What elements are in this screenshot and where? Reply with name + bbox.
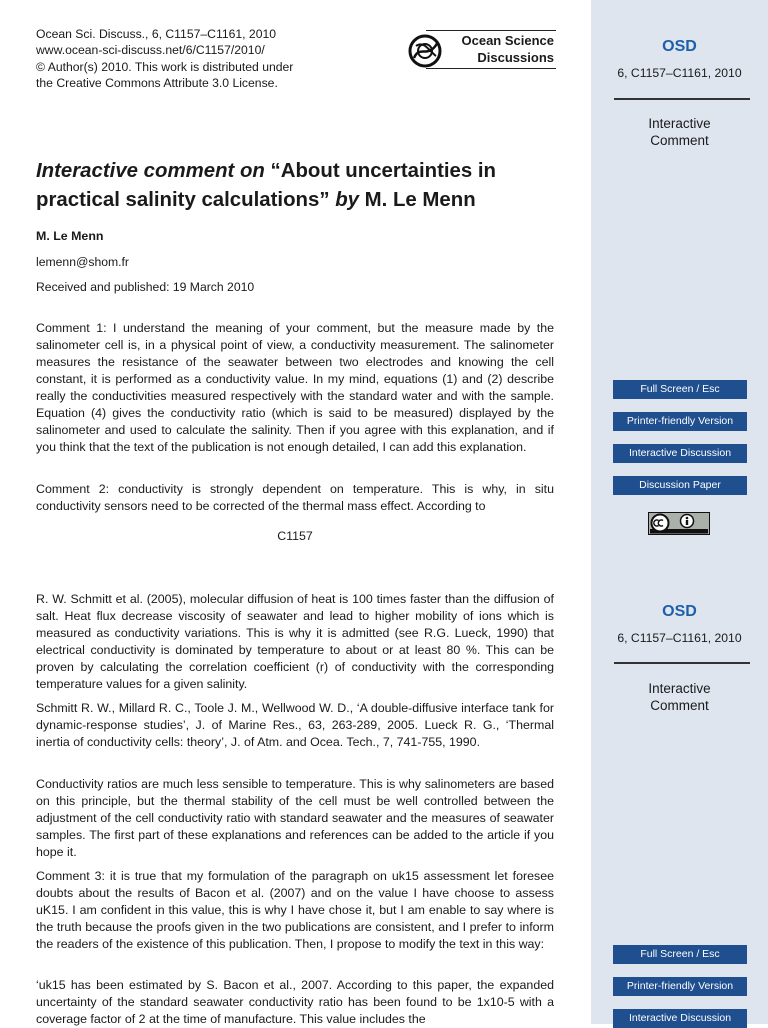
paragraph-schmitt: R. W. Schmitt et al. (2005), molecular diffusion of heat is 100 times faster than the diffusion of salt. Heat flux decrease viscosity of seawater and lead to higher mobility of ions which is measured as conductivity variations. This is why it is admitted (see R.G. Lueck, 1990) that electrical conductivity is dominated by temperature to about or at least 80 %. This can be proven by calculating the correlation coefficient (r) of conductivity with the corresponding temperature values for a given salinity. [36,592,554,691]
title-author: M. Le Menn [358,188,476,211]
author-email: lemenn@shom.fr [36,255,129,269]
sidebar-divider [614,98,750,100]
logo-rule-bottom [426,68,556,69]
journal-logo [406,30,556,72]
sidebar-journal-title: OSD [662,38,697,55]
sidebar-reference: 6, C1157–C1161, 2010 [617,66,742,80]
logo-text [448,33,554,66]
logo-line-1: Ocean Science [461,33,554,48]
license-line: the Creative Commons Attribute 3.0 License. [36,75,278,90]
title-by: by [335,188,359,211]
page-title [36,157,576,214]
interactive-discussion-button[interactable]: Interactive Discussion [613,444,747,463]
interactive-comment-line-1: Interactive [648,116,711,131]
full-screen-button[interactable]: Full Screen / Esc [613,380,747,399]
page-number: C1157 [277,529,313,543]
interactive-comment-line-2: Comment [650,698,709,713]
full-screen-button-2[interactable]: Full Screen / Esc [613,945,747,964]
citation-line: Ocean Sci. Discuss., 6, C1157–C1161, 2010 [36,27,277,41]
paragraph-references: Schmitt R. W., Millard R. C., Toole J. M., Wellwood W. D., ‘A double-diffusive interface tank for dynamic-response studies’, J. of Marine Res., 63, 263-289, 2005. Lueck R. G., ‘Thermal inertia of conductivity cells: theory’, J. of Atm. and Ocea. Tech., 7, 741-755, 1990. [36,701,554,749]
paragraph-uk15: ‘uk15 has been estimated by S. Bacon et al., 2007. According to this paper, the expanded uncertainty of the standard seawater conductivity ratio has been found to be 1x10-5 with a coverage factor of 2 at the time of manufacture. This value includes the [36,978,554,1026]
printer-friendly-button[interactable]: Printer-friendly Version [613,412,747,431]
cc-by-license-icon[interactable] [648,512,710,535]
interactive-comment-line-2: Comment [650,133,709,148]
sidebar-interactive-comment [591,115,768,149]
paragraph-comment-1: Comment 1: I understand the meaning of your comment, but the measure made by the salinometer cell is, in a physical point of view, a conductivity measurement. The salinometer measures the resistance of the seawater between two electrodes and knowing the cell constant, it is performed as a conductivity value. In my mind, equations (1) and (2) describe really the conductivities measured respectively with the standard water and with the sample. Equation (4) gives the conductivity ratio (which is said to be measured) displayed by the salinometer and used to calculate the salinity. Then if you agree with this explanation, and if you think that the text of the publication is not enough detailed, I can add this explanation. [36,321,554,454]
title-quoted: “About uncertainties in practical salinity calculations” [36,160,496,211]
interactive-comment-line-1: Interactive [648,681,711,696]
citation-header [36,26,293,91]
paragraph-conductivity-ratios: Conductivity ratios are much less sensible to temperature. This is why salinometers are based on this principle, but the thermal stability of the cell must be well controlled between the adjustment of the cell conductivity ratio with standard seawater and the measures of seawater samples. The first part of these explanations and references can be added to the article if you hope it. [36,777,554,859]
discussion-paper-button[interactable]: Discussion Paper [613,476,747,495]
copyright-line: © Author(s) 2010. This work is distributed under [36,59,294,74]
sidebar-reference-2: 6, C1157–C1161, 2010 [617,631,742,645]
paragraph-comment-3: Comment 3: it is true that my formulation of the paragraph on uk15 assessment let foresee doubts about the results of Bacon et al. (2007) and on the value I have choose to assess uK15. I am confident in this value, this is why I have chose it, but I am enable to say where is the truth because the proofs given in the two publications are consistent, and I prefer to inform the readers of the existence of this publication. Then, I propose to modify the text in this way: [36,869,554,951]
logo-line-2: Discussions [477,49,554,65]
interactive-discussion-button-2[interactable]: Interactive Discussion [613,1009,747,1028]
author-name: M. Le Menn [36,229,104,243]
ocean-science-logo-icon [406,30,446,72]
citation-url[interactable]: www.ocean-sci-discuss.net/6/C1157/2010/ [36,43,265,58]
received-date: Received and published: 19 March 2010 [36,280,255,294]
printer-friendly-button-2[interactable]: Printer-friendly Version [613,977,747,996]
title-prefix: Interactive comment on [36,160,265,182]
paragraph-comment-2: Comment 2: conductivity is strongly dependent on temperature. This is why, in situ conductivity sensors need to be corrected of the thermal mass effect. According to [36,482,554,513]
sidebar-journal-title-2: OSD [662,603,697,620]
sidebar-divider-2 [614,662,750,664]
sidebar-interactive-comment-2 [591,680,768,714]
